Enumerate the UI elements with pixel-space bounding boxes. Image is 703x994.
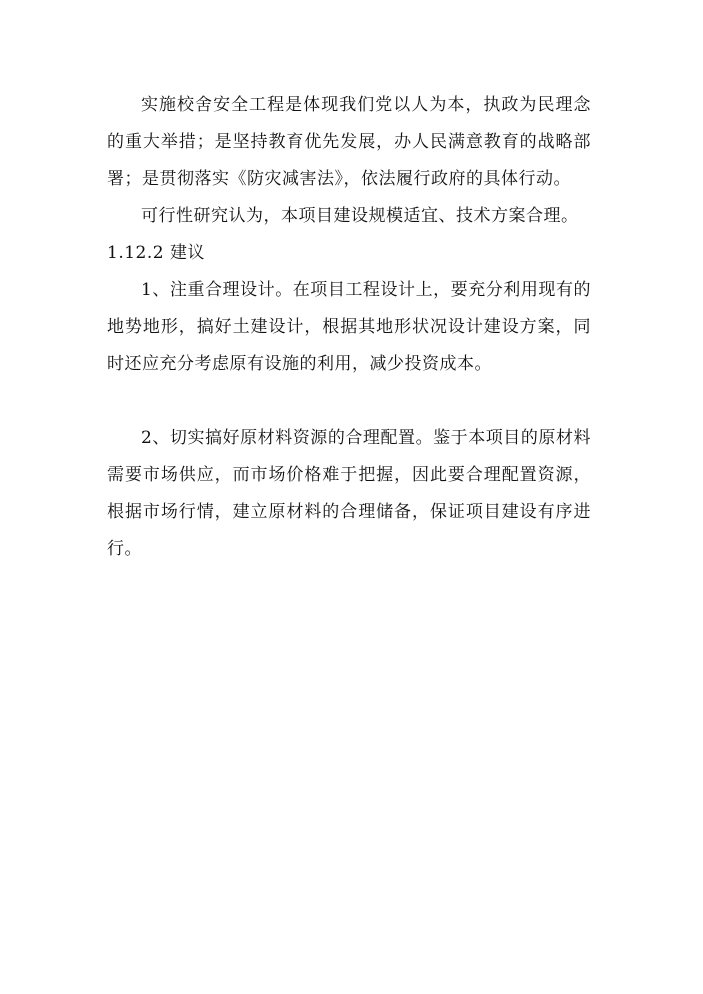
paragraph-policy: 实施校舍安全工程是体现我们党以人为本，执政为民理念的重大举措；是坚持教育优先发展，办人民满意教育的战略部署；是贯彻落实《防灾减害法》，依法履行政府的具体行动。 [107,95,591,189]
section-heading-recommendations: 1.12.2 建议 [107,243,205,263]
paragraph-feasibility: 可行性研究认为，本项目建设规模适宜、技术方案合理。 [141,206,579,226]
document-page [107,87,591,568]
paragraph-recommendation-2: 2、切实搞好原材料资源的合理配置。鉴于本项目的原材料需要市场供应，而市场价格难于把握，因此要合理配置资源，根据市场行情，建立原材料的合理储备，保证项目建设有序进行。 [107,428,591,559]
paragraph-spacer [107,383,591,420]
paragraph-recommendation-1: 1、注重合理设计。在项目工程设计上，要充分利用现有的地势地形，搞好土建设计，根据其地形状况设计建设方案，同时还应充分考虑原有设施的利用，减少投资成本。 [107,280,591,374]
